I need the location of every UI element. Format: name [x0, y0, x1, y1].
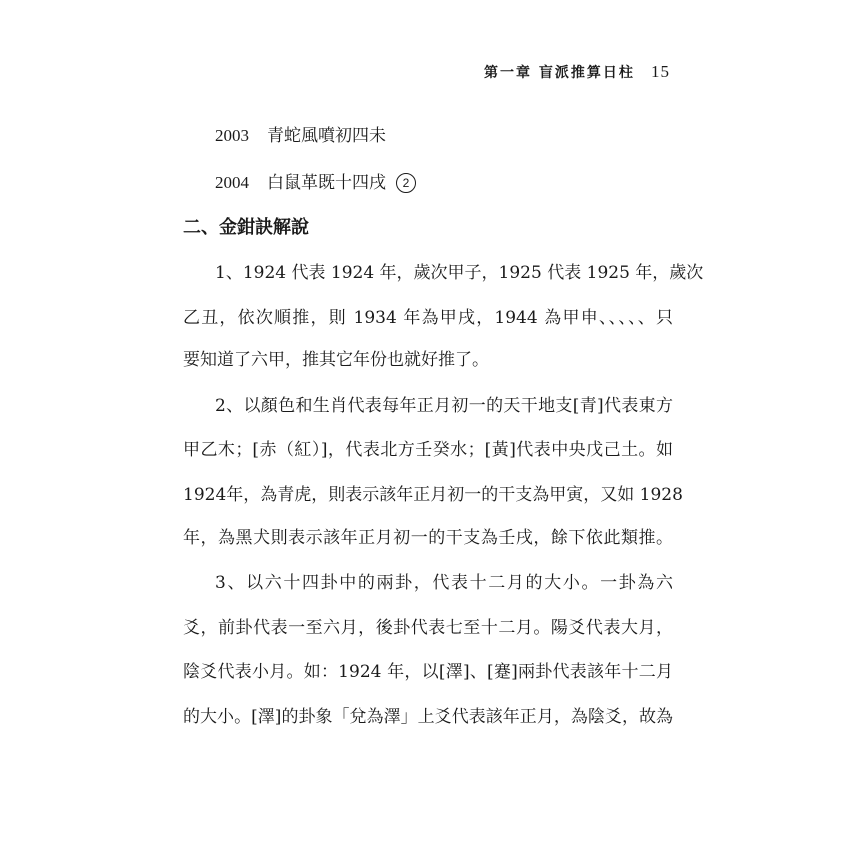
- verse-line: [215, 172, 705, 194]
- verse-text: 青蛇風噴初四未: [267, 126, 386, 146]
- paragraph-line: 2、以顏色和生肖代表每年正月初一的天干地支[青]代表東方: [215, 396, 673, 416]
- paragraph-line: 1924年，為青虎，則表示該年正月初一的干支為甲寅，又如 1928: [183, 485, 683, 505]
- verse-text: 白鼠革既十四戌: [267, 173, 386, 193]
- verse-line: [215, 125, 705, 147]
- paragraph-line: 乙丑，依次順推，則 1934 年為甲戌，1944 為甲申、、、、、只: [183, 308, 673, 328]
- circled-number-2: 2: [396, 173, 416, 193]
- paragraph-line: 要知道了六甲，推其它年份也就好推了。: [183, 350, 489, 370]
- section-heading: 二、金鉗訣解說: [183, 217, 309, 238]
- paragraph-line: 3、以六十四卦中的兩卦，代表十二月的大小。一卦為六: [215, 573, 673, 593]
- verse-year: 2003: [215, 126, 249, 145]
- paragraph-line: 的大小。[澤]的卦象「兌為澤」上爻代表該年正月，為陰爻，故為: [183, 707, 673, 727]
- paragraph-line: 年，為黑犬則表示該年正月初一的干支為壬戌，餘下依此類推。: [183, 528, 673, 548]
- paragraph-line: 爻，前卦代表一至六月，後卦代表七至十二月。陽爻代表大月，: [183, 618, 673, 638]
- paragraph-line: 1、1924 代表 1924 年，歲次甲子，1925 代表 1925 年，歲次: [215, 263, 704, 283]
- running-header: [484, 62, 670, 82]
- paragraph-line: 陰爻代表小月。如：1924 年，以[澤]、[蹇]兩卦代表該年十二月: [183, 662, 673, 682]
- chapter-title: 第一章 盲派推算日柱: [484, 65, 635, 81]
- paragraph-line: 甲乙木；[赤（紅）]，代表北方壬癸水；[黃]代表中央戊己土。如: [183, 440, 673, 460]
- page-number: 15: [651, 62, 670, 81]
- verse-year: 2004: [215, 173, 249, 192]
